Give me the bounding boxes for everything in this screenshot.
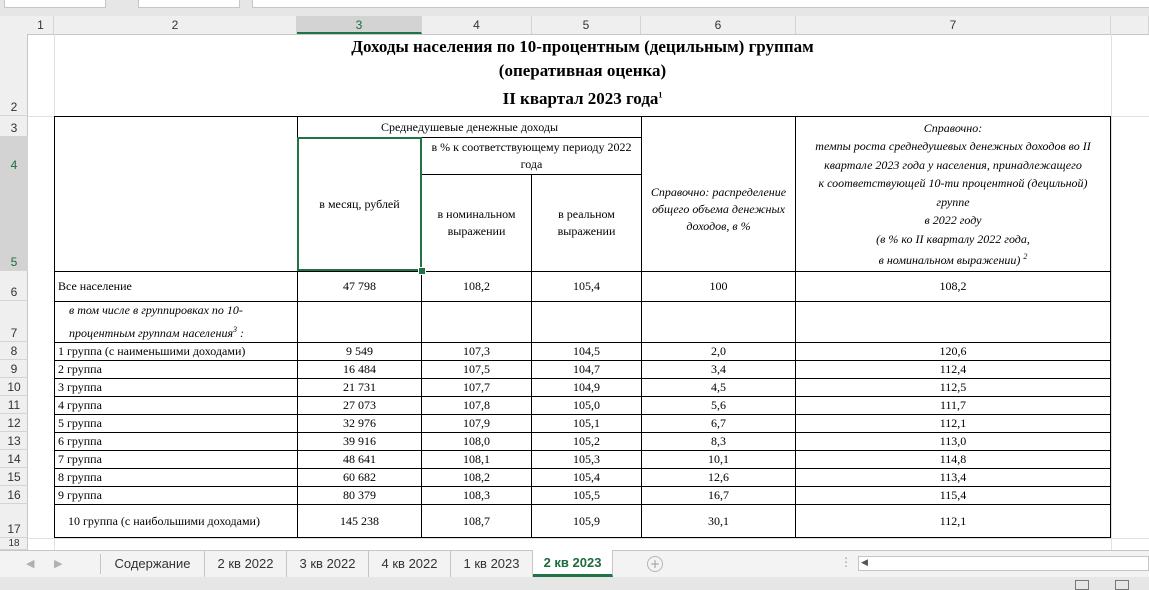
- cell-value[interactable]: 80 379: [343, 488, 376, 502]
- row-label[interactable]: 2 группа: [58, 362, 102, 376]
- column-header-empty[interactable]: [1111, 16, 1149, 34]
- cell-value[interactable]: 113,0: [939, 434, 967, 448]
- footnote-mark: 2: [1023, 252, 1028, 261]
- row-header[interactable]: 2: [0, 34, 28, 116]
- subheader-colon: :: [237, 326, 245, 340]
- footnote-mark: 1: [658, 90, 663, 100]
- cell-value[interactable]: 47 798: [343, 279, 376, 293]
- cell-value[interactable]: 108,7: [463, 513, 490, 528]
- gridline: [28, 538, 1149, 539]
- row-label[interactable]: 4 группа: [58, 398, 102, 412]
- row-header[interactable]: 13: [0, 432, 28, 450]
- chevron-right-icon[interactable]: ▶: [54, 557, 63, 570]
- cell-value[interactable]: 112,1: [939, 416, 967, 430]
- cell-value[interactable]: 27 073: [343, 398, 376, 412]
- row-label[interactable]: 1 группа (с наименьшими доходами): [58, 344, 246, 358]
- cell-value[interactable]: 108,0: [463, 434, 490, 448]
- cell-value[interactable]: 105,1: [573, 416, 600, 430]
- row-header-selected[interactable]: 5: [0, 174, 28, 271]
- page-layout-icon[interactable]: [1115, 580, 1129, 590]
- border: [1110, 116, 1111, 538]
- footnote-mark: 3: [233, 325, 238, 334]
- row-label[interactable]: 10 группа (с наибольшими доходами): [68, 513, 260, 528]
- cell-value[interactable]: 32 976: [343, 416, 376, 430]
- row-header[interactable]: 16: [0, 486, 28, 504]
- row-headers: [0, 34, 28, 550]
- cell-value[interactable]: 107,7: [463, 380, 490, 394]
- cell-value[interactable]: 108,1: [463, 452, 490, 466]
- cell-value[interactable]: 104,9: [573, 380, 600, 394]
- formula-input[interactable]: [252, 0, 1149, 8]
- cell-value[interactable]: 30,1: [708, 513, 729, 528]
- fill-handle[interactable]: [418, 267, 426, 275]
- status-bar: [0, 577, 1149, 590]
- row-label[interactable]: 3 группа: [58, 380, 102, 394]
- cell-value[interactable]: 2,0: [711, 344, 726, 358]
- column-header[interactable]: 4: [422, 16, 532, 34]
- growth-header-line: [879, 248, 1028, 270]
- tab-2q-2022[interactable]: 2 кв 2022: [205, 551, 287, 577]
- row-header[interactable]: 8: [0, 342, 28, 360]
- cell-value[interactable]: 111,7: [939, 398, 967, 412]
- cell-value[interactable]: 105,9: [573, 513, 600, 528]
- subheader-line: [69, 320, 244, 343]
- cell-value[interactable]: 105,2: [573, 434, 600, 448]
- cell-value[interactable]: 12,6: [708, 470, 729, 484]
- row-label-total[interactable]: Все население: [58, 279, 132, 293]
- cell-value[interactable]: 112,4: [939, 362, 967, 376]
- cell-value[interactable]: 104,7: [573, 362, 600, 376]
- column-header[interactable]: 1: [28, 16, 54, 34]
- cell-value[interactable]: 107,9: [463, 416, 490, 430]
- subheader-text: процентным группам населения: [69, 326, 234, 340]
- cell-value[interactable]: 9 549: [346, 344, 373, 358]
- cell-value[interactable]: 104,5: [573, 344, 600, 358]
- growth-header-line: группе: [936, 194, 970, 209]
- cell-value[interactable]: 4,5: [711, 380, 726, 394]
- header-pct-prev-period[interactable]: в % к соответствующему периоду 2022 года: [431, 140, 632, 171]
- column-header[interactable]: 6: [641, 16, 796, 34]
- cell-value[interactable]: 8,3: [711, 434, 726, 448]
- growth-header-line: в 2022 году: [924, 213, 982, 227]
- row-header[interactable]: 6: [0, 271, 28, 301]
- cell-value[interactable]: 48 641: [343, 452, 376, 466]
- cell-value[interactable]: 105,5: [573, 488, 600, 502]
- row-header[interactable]: 3: [0, 116, 28, 137]
- header-distribution[interactable]: Справочно: распределение общего объема денежных доходов, в %: [650, 184, 787, 233]
- row-header[interactable]: 10: [0, 378, 28, 396]
- row-header[interactable]: 9: [0, 360, 28, 378]
- cell-value[interactable]: 108,2: [939, 279, 967, 293]
- row-label[interactable]: 9 группа: [58, 488, 102, 502]
- cell-value[interactable]: 100: [709, 279, 728, 293]
- cell-value[interactable]: 113,4: [939, 470, 967, 484]
- horizontal-scrollbar[interactable]: [858, 556, 1149, 571]
- cell-value[interactable]: 105,0: [573, 398, 600, 412]
- cell-value[interactable]: 16 484: [343, 362, 376, 376]
- report-title-line3: [54, 89, 1111, 109]
- header-per-month[interactable]: в месяц, рублей: [319, 196, 400, 211]
- column-header[interactable]: 7: [796, 16, 1111, 34]
- cell-value[interactable]: 107,8: [463, 398, 490, 412]
- cell-value[interactable]: 107,3: [463, 344, 490, 358]
- cell-value[interactable]: 114,8: [939, 452, 967, 466]
- cell-value[interactable]: 5,6: [711, 398, 726, 412]
- column-header[interactable]: 5: [532, 16, 641, 34]
- growth-header-line: квартале 2023 года у населения, принадлежащего: [824, 157, 1082, 172]
- growth-header-line: к соответствующей 10-ти процентной (децильной): [818, 176, 1088, 190]
- row-header[interactable]: 15: [0, 468, 28, 486]
- period-text: II квартал 2023 года: [502, 89, 659, 108]
- formula-bar-controls[interactable]: [138, 0, 240, 8]
- cell-value[interactable]: 108,2: [463, 470, 490, 484]
- row-label[interactable]: 5 группа: [58, 416, 102, 430]
- row-label[interactable]: 6 группа: [58, 434, 102, 448]
- header-real[interactable]: в реальном выражении: [557, 207, 616, 238]
- tab-1q-2023[interactable]: 1 кв 2023: [451, 551, 533, 577]
- cell-value[interactable]: 107,5: [463, 362, 490, 376]
- plus-circle-icon[interactable]: +: [647, 556, 663, 572]
- row-header[interactable]: 11: [0, 396, 28, 414]
- row-header[interactable]: 14: [0, 450, 28, 468]
- cell-value[interactable]: 120,6: [939, 344, 967, 358]
- subheader-line: в том числе в группировках по 10-: [69, 303, 243, 317]
- tab-3q-2022[interactable]: 3 кв 2022: [287, 551, 369, 577]
- cell-value[interactable]: 21 731: [343, 380, 376, 394]
- cell-value[interactable]: 60 682: [343, 470, 376, 484]
- chevron-left-icon[interactable]: ◀: [26, 557, 35, 570]
- report-title-line2: (оперативная оценка): [498, 61, 667, 80]
- cell-value[interactable]: 108,2: [463, 279, 490, 293]
- cell-value[interactable]: 105,4: [573, 470, 600, 484]
- growth-header-line: (в % ко II кварталу 2022 года,: [876, 231, 1030, 246]
- cell-value[interactable]: 39 916: [343, 434, 376, 448]
- row-header[interactable]: 12: [0, 414, 28, 432]
- row-header[interactable]: 18: [0, 538, 28, 550]
- sheet-tab-bar: [0, 550, 1149, 578]
- more-tabs-icon[interactable]: ⋮: [840, 555, 852, 569]
- row-header[interactable]: 7: [0, 301, 28, 342]
- tab-2q-2023-active[interactable]: 2 кв 2023: [533, 550, 613, 577]
- cell-value[interactable]: 105,4: [573, 279, 600, 293]
- growth-header-text: в номинальном выражении): [878, 253, 1021, 267]
- column-header[interactable]: 2: [54, 16, 297, 34]
- cell-value[interactable]: 10,1: [708, 452, 729, 466]
- name-box[interactable]: [4, 0, 106, 8]
- cell-value[interactable]: 16,7: [708, 488, 729, 502]
- row-header[interactable]: 17: [0, 504, 28, 538]
- report-title-line1: Доходы населения по 10-процентным (децильным) группам: [351, 37, 814, 56]
- formula-bar-area: [0, 0, 1149, 16]
- cell-value[interactable]: 115,4: [939, 488, 967, 502]
- header-growth[interactable]: [796, 117, 1110, 271]
- cell-value[interactable]: 3,4: [711, 362, 726, 376]
- cell-value[interactable]: 105,3: [573, 452, 600, 466]
- header-nominal[interactable]: в номинальном выражении: [437, 207, 516, 238]
- cell-selection[interactable]: [297, 137, 422, 271]
- cell-value[interactable]: 108,3: [463, 488, 490, 502]
- scroll-left-icon[interactable]: ◀: [861, 558, 868, 568]
- normal-view-icon[interactable]: [1075, 580, 1089, 590]
- border: [54, 537, 1111, 538]
- column-header-selected[interactable]: 3: [297, 16, 422, 34]
- cell-value[interactable]: 112,1: [939, 513, 967, 528]
- column-headers: [0, 16, 1149, 35]
- growth-header-line: Справочно:: [923, 120, 983, 135]
- header-avg-income[interactable]: Среднедушевые денежные доходы: [380, 119, 559, 134]
- row-header-selected[interactable]: 4: [0, 137, 28, 174]
- row-label[interactable]: 7 группа: [58, 452, 102, 466]
- cell-value[interactable]: 145 238: [340, 513, 379, 528]
- growth-header-line: темпы роста среднедушевых денежных доходов во II: [815, 139, 1091, 153]
- tab-4q-2022[interactable]: 4 кв 2022: [369, 551, 451, 577]
- cell-value[interactable]: 112,5: [939, 380, 967, 394]
- row-label[interactable]: 8 группа: [58, 470, 102, 484]
- cell-value[interactable]: 6,7: [711, 416, 726, 430]
- subheader-deciles[interactable]: [55, 302, 297, 342]
- tab-contents[interactable]: Содержание: [101, 551, 205, 577]
- gridline: [1111, 34, 1112, 550]
